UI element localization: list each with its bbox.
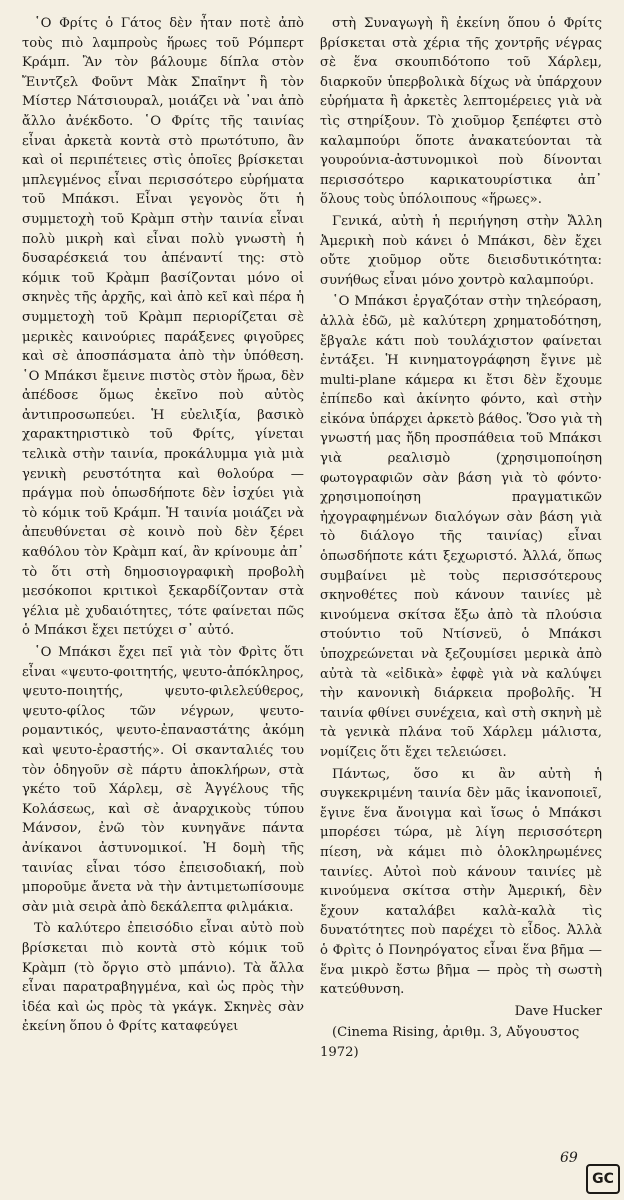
paragraph: ῾Ο Μπάκσι ἐργαζόταν στὴν τηλεόραση, ἀλλὰ ἐδῶ, μὲ καλύτερη χρηματοδότηση, ἔβγαλε κάτι ποὺ τουλάχιστον φαίνεται ἐντάξει. Ἡ κινηματογράφηση ἔγινε μὲ multi-plane κάμερα κι ἔτσι δὲν ἔχουμε ἐπίπεδο καὶ ἀκίνητο φόντο, καὶ στὴν εἰκόνα ὑπάρχει ἀρκετὸ βάθος. Ὅσο γιὰ τὴ γνωστή μας ἤδη προσπάθεια τοῦ Μπάκσι γιὰ ρεαλισμὸ (χρησιμοποίηση φωτογραφιῶν σὰν βάση γιὰ τὸ φόντο· χρησιμοποίηση πραγματικῶν ἠχογραφημένων διαλόγων σὰν βάση γιὰ τὸ διάλογο τῆς ταινίας) εἶναι ὁπωσδήποτε κάτι ξεχωριστό. Ἀλλά, ὅπως συμβαίνει μὲ τοὺς περισσότερους σκηνοθέτες ποὺ κάνουν ταινίες μὲ κινούμενα σκίτσα ἔξω ἀπὸ τὰ πλούσια στούντιο τοῦ Ντίσνεϋ, ὁ Μπάκσι ὑποχρεώνεται νὰ ξεζουμίσει μερικὰ ἀπὸ αὐτὰ τὰ «εἰδικὰ» ἐφφὲ γιὰ νὰ καλύψει τὴν κανονικὴ διάρκεια προβολῆς. Ἡ ταινία φθίνει συνέχεια, καὶ στὴ σκηνὴ μὲ τὰ γενικὰ πλάνα τοῦ Χάρλεμ μάλιστα, νομίζεις ὅτι ἔχει τελειώσει.: [320, 294, 602, 760]
paragraph: ῾Ο Μπάκσι ἔχει πεῖ γιὰ τὸν Φρὶτς ὅτι εἶναι «ψευτο-φοιτητής, ψευτο-ἀπόκληρος, ψευτο-ποιητής, ψευτο-φιλελεύθερος, ψευτο-φίλος τῶν νέγρων, ψευτο-ρομαντικός, ψευτο-ἐπαναστάτης ἀκόμη καὶ ψευτο-ἐραστής». Οἱ σκανταλιές του τὸν ὁδηγοῦν σὲ πάρτυ ἀποκλήρων, στὰ γκέτο τοῦ Χάρλεμ, σὲ Ἀγγέλους τῆς Κολάσεως, καὶ σὲ ἀναρχικοὺς τύπου Μάνσον, ἐνῶ τὸν κυνηγᾶνε πάντα ἀνίκανοι ἀστυνομικοί. Ἡ δομὴ τῆς ταινίας εἶναι τόσο ἐπεισοδιακή, ποὺ μποροῦμε ἄνετα νὰ τὴν ἀντιμετωπίσουμε σὰν μιὰ σειρὰ ἀπὸ δεκάλεπτα φιλμάκια.: [22, 645, 304, 915]
paragraph: ῾Ο Φρίτς ὁ Γάτος δὲν ἦταν ποτὲ ἀπὸ τοὺς πιὸ λαμπροὺς ἥρωες τοῦ Ρόμπερτ Κράμπ. Ἂν τὸν βάλουμε δίπλα στὸν Ἔιντζελ Φοῦντ Μὰκ Σπαῖηντ ἢ τὸν Μίστερ Νάτσιουραλ, μοιάζει νὰ ᾽ναι ἀπὸ ἄλλο ἀνέκδοτο. ῾Ο Φρίτς τῆς ταινίας εἶναι ἀρκετὰ κοντὰ στὸ πρωτότυπο, ἂν καὶ οἱ περιπέτειες στὶς ὁποῖες βρίσκεται μπλεγμένος εἶναι περισσότερο εὑρήματα τοῦ Μπάκσι. Εἶναι γεγονὸς ὅτι ἡ συμμετοχὴ τοῦ Κρὰμπ στὴν ταινία εἶναι πολὺ μικρὴ καὶ εἶναι πολὺ γνωστὴ ἡ δυσαρέσκειά του ἀπέναντί της: στὸ κόμικ τοῦ Κρὰμπ βασίζονται μόνο οἱ σκηνὲς τῆς ἀρχῆς, καὶ ἀπὸ κεῖ καὶ πέρα ἡ συμμετοχὴ τοῦ Κρὰμπ περιορίζεται σὲ μερικὲς καινούριες παράξενες φιγοῦρες καὶ σὲ ἀποσπάσματα ἀπὸ τὴν ὑπόθεση. ῾Ο Μπάκσι ἔμεινε πιστὸς στὸν ἥρωα, δὲν ἀπέδοσε ὅμως ἐκεῖνο ποὺ αὐτὸς ἀντιπροσωπεύει. Ἡ εὐελιξία, βασικὸ χαρακτηριστικὸ τοῦ Φρίτς, γίνεται τελικὰ στὴν ταινία, προκάλυμμα γιὰ μιὰ γενικὴ ρευστότητα καὶ θολούρα — πράγμα ποὺ ὁπωσδήποτε δὲν ἰσχύει γιὰ τὸ κόμικ τοῦ Κράμπ. Ἡ ταινία μοιάζει νὰ ἀπευθύνεται σὲ κοινὸ ποὺ δὲν ξέρει καθόλου τὸν Κρὰμπ καί, ἂν κρίνουμε ἀπ᾽ τὸ ὅτι στὴ δημοσιογραφικὴ προβολὴ μεσόκοποι κριτικοὶ ξεκαρδίζονταν στὰ γέλια μὲ χυδαιότητες, τότε φαίνεται πῶς ὁ Μπάκσι ἔχει πετύχει σ᾽ αὐτό.: [22, 16, 304, 639]
page-number: 69: [560, 1150, 578, 1166]
author-signature: Dave Hucker: [514, 1003, 602, 1019]
paragraph: Γενικά, αὐτὴ ἡ περιήγηση στὴν Ἄλλη Ἀμερικὴ ποὺ κάνει ὁ Μπάκσι, δὲν ἔχει οὔτε χιοῦμορ οὔτε διεισδυτικότητα: συνήθως εἶναι μόνο χοντρὸ καλαμπούρι.: [320, 213, 602, 288]
right-column: [320, 14, 602, 1064]
paragraph: Πάντως, ὅσο κι ἂν αὐτὴ ἡ συγκεκριμένη ταινία δὲν μᾶς ἱκανοποιεῖ, ἔγινε ἕνα ἄνοιγμα καὶ ἴσως ὁ Μπάκσι μπορέσει τώρα, μὲ λίγη περισσότερη πίεση, νὰ κάμει πιὸ ὁλοκληρωμένες ταινίες. Αὐτοὶ ποὺ κάνουν ταινίες μὲ κινούμενα σκίτσα στὴν Ἀμερική, δὲν ἔχουν καταλάβει καλὰ-καλὰ τὶς δυνατότητες ποὺ παρέχει τὸ εἶδος. Ἀλλὰ ὁ Φρὶτς ὁ Πονηρόγατος εἶναι ἕνα βῆμα — ἕνα μικρὸ ἔστω βῆμα — πρὸς τὴ σωστὴ κατεύθυνση.: [320, 766, 602, 998]
paragraph: στὴ Συναγωγὴ ἢ ἐκείνη ὅπου ὁ Φρίτς βρίσκεται στὰ χέρια τῆς χοντρῆς νέγρας σὲ ἕνα σκουπιδότοπο τοῦ Χάρλεμ, διαρκοῦν ὑπερβολικὰ δίχως νὰ ὑπάρχουν εὑρήματα ἢ ἀρκετὲς λεπτομέρειες γιὰ νὰ τὶς στηρίξουν. Τὸ χιοῦμορ ξεπέφτει στὸ καλαμπούρι ὅποτε ἀνακατεύονται τὰ γουρούνια-ἀστυνομικοὶ ποὺ δίνονται περισσότερο καρικατουρίστικα ἀπ᾽ ὅλους τοὺς ὑπόλοιπους «ἥρωες».: [320, 16, 602, 208]
source-note: (Cinema Rising, ἀριθμ. 3, Αὔγουστος 1972): [320, 1025, 580, 1060]
gc-logo: GC: [586, 1164, 620, 1194]
paragraph: Τὸ καλύτερο ἐπεισόδιο εἶναι αὐτὸ ποὺ βρίσκεται πιὸ κοντὰ στὸ κόμικ τοῦ Κρὰμπ (τὸ ὄργιο στὸ μπάνιο). Τὰ ἄλλα εἶναι παρατραβηγμένα, καὶ ὡς πρὸς τὴν ἰδέα καὶ ὡς πρὸς τὰ γκάγκ. Σκηνὲς σὰν ἐκείνη ὅπου ὁ Φρίτς καταφεύγει: [22, 921, 304, 1035]
left-column: [22, 14, 304, 1039]
